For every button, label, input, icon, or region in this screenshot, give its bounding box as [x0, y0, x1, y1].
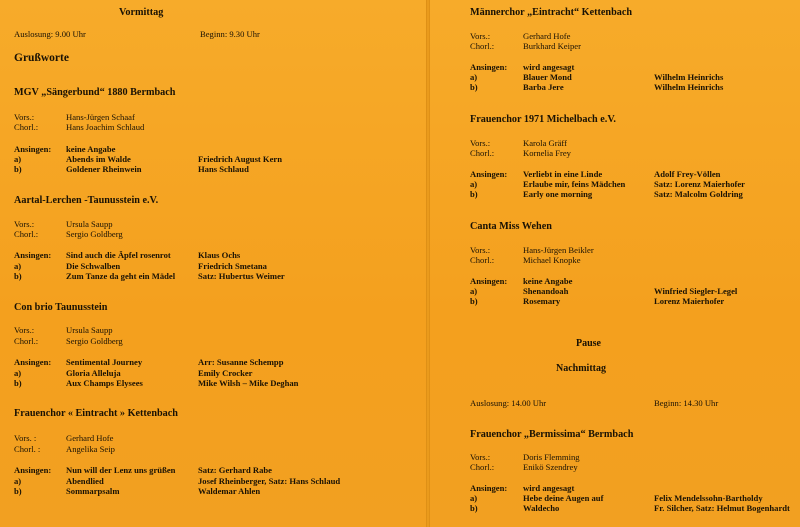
song-composer: Hans Schlaud [198, 164, 249, 174]
group-title: Con brio Taunusstein [14, 302, 108, 313]
song-composer: Satz: Hubertus Weimer [198, 271, 285, 281]
song-title: Sommarpsalm [66, 486, 120, 496]
vors-label: Vors. : [14, 433, 37, 443]
song-title: Die Schwalben [66, 261, 121, 271]
song-title: Aux Champs Elysees [66, 378, 143, 388]
song-title: keine Angabe [66, 144, 116, 154]
song-title: Barba Jere [523, 82, 564, 92]
song-composer: Satz: Malcolm Goldring [654, 189, 743, 199]
group-title: Frauenchor « Eintracht » Kettenbach [14, 408, 178, 419]
group-title: Frauenchor 1971 Michelbach e.V. [470, 114, 616, 125]
song-label: a) [14, 368, 22, 378]
song-label: b) [470, 82, 478, 92]
song-composer: Friedrich August Kern [198, 154, 283, 164]
beginn-time: Beginn: 9.30 Uhr [200, 29, 260, 39]
song-label: a) [470, 72, 478, 82]
song-composer: Mike Wilsh – Mike Deghan [198, 378, 299, 388]
song-title: Rosemary [523, 296, 561, 306]
vors-name: Ursula Saupp [66, 325, 113, 335]
vors-label: Vors.: [14, 325, 35, 335]
song-label: Ansingen: [470, 276, 508, 286]
song-label: b) [14, 486, 22, 496]
chorl-label: Chorl.: [470, 255, 495, 265]
song-composer: Friedrich Smetana [198, 261, 267, 271]
group-title: Canta Miss Wehen [470, 221, 552, 232]
song-title: Erlaube mir, feins Mädchen [523, 179, 626, 189]
right-page [430, 0, 800, 527]
chorl-label: Chorl.: [470, 41, 495, 51]
pause-heading: Pause [576, 338, 601, 349]
nachmittag-heading: Nachmittag [556, 363, 606, 374]
song-label: b) [470, 189, 478, 199]
song-label: b) [14, 164, 22, 174]
vors-label: Vors.: [14, 219, 35, 229]
chorl-name: Kornelia Frey [523, 148, 571, 158]
song-composer: Emily Crocker [198, 368, 253, 378]
group-title: MGV „Sängerbund“ 1880 Bermbach [14, 87, 176, 98]
song-composer: Wilhelm Heinrichs [654, 82, 724, 92]
chorl-label: Chorl.: [470, 462, 495, 472]
vors-name: Doris Flemming [523, 452, 580, 462]
chorl-label: Chorl.: [14, 229, 39, 239]
chorl-name: Burkhard Keiper [523, 41, 581, 51]
song-label: a) [470, 286, 478, 296]
group-title: Aartal-Lerchen -Taunusstein e.V. [14, 195, 159, 206]
song-label: a) [470, 493, 478, 503]
vors-name: Ursula Saupp [66, 219, 113, 229]
song-label: Ansingen: [14, 357, 52, 367]
chorl-label: Chorl. : [14, 444, 41, 454]
chorl-name: Sergio Goldberg [66, 229, 123, 239]
song-composer: Waldemar Ahlen [198, 486, 261, 496]
group-title: Männerchor „Eintracht“ Kettenbach [470, 7, 633, 18]
song-label: Ansingen: [470, 483, 508, 493]
song-label: b) [14, 271, 22, 281]
song-composer: Klaus Ochs [198, 250, 241, 260]
song-title: Hebe deine Augen auf [523, 493, 604, 503]
vors-label: Vors.: [470, 31, 491, 41]
chorl-name: Angelika Seip [66, 444, 115, 454]
song-title: Blauer Mond [523, 72, 572, 82]
song-title: Early one morning [523, 189, 593, 199]
song-title: Nun will der Lenz uns grüßen [66, 465, 176, 475]
song-label: Ansingen: [470, 62, 508, 72]
song-label: b) [470, 296, 478, 306]
chorl-name: Hans Joachim Schlaud [66, 122, 145, 132]
song-label: Ansingen: [470, 169, 508, 179]
chorl-label: Chorl.: [470, 148, 495, 158]
song-title: keine Angabe [523, 276, 573, 286]
song-title: Abends im Walde [66, 154, 131, 164]
vors-name: Karola Gräff [523, 138, 567, 148]
song-title: wird angesagt [523, 62, 575, 72]
vors-name: Hans-Jürgen Beikler [523, 245, 594, 255]
chorl-name: Enikö Szendrey [523, 462, 578, 472]
song-composer: Felix Mendelssohn-Bartholdy [654, 493, 763, 503]
song-title: wird angesagt [523, 483, 575, 493]
chorl-label: Chorl.: [14, 336, 39, 346]
song-composer: Satz: Gerhard Rabe [198, 465, 272, 475]
song-title: Waldecho [523, 503, 560, 513]
song-title: Abendlied [66, 476, 104, 486]
song-label: a) [14, 476, 22, 486]
auslosung-time: Auslosung: 9.00 Uhr [14, 29, 86, 39]
vormittag-heading: Vormittag [119, 7, 164, 18]
song-label: a) [14, 261, 22, 271]
grussworte-heading: Grußworte [14, 52, 69, 64]
song-title: Zum Tanze da geht ein Mädel [66, 271, 176, 281]
song-label: a) [470, 179, 478, 189]
song-title: Gloria Alleluja [66, 368, 121, 378]
song-composer: Adolf Frey-Völlen [654, 169, 721, 179]
vors-name: Gerhard Hofe [523, 31, 571, 41]
song-composer: Wilhelm Heinrichs [654, 72, 724, 82]
song-composer: Josef Rheinberger, Satz: Hans Schlaud [198, 476, 341, 486]
chorl-label: Chorl.: [14, 122, 39, 132]
chorl-name: Michael Knopke [523, 255, 581, 265]
song-title: Goldener Rheinwein [66, 164, 142, 174]
song-label: Ansingen: [14, 465, 52, 475]
song-composer: Lorenz Maierhofer [654, 296, 725, 306]
vors-label: Vors.: [470, 452, 491, 462]
beginn-time: Beginn: 14.30 Uhr [654, 398, 719, 408]
vors-name: Gerhard Hofe [66, 433, 114, 443]
song-label: a) [14, 154, 22, 164]
vors-label: Vors.: [470, 138, 491, 148]
song-composer: Winfried Siegler-Legel [654, 286, 738, 296]
song-title: Shenandoah [523, 286, 569, 296]
song-composer: Satz: Lorenz Maierhofer [654, 179, 745, 189]
song-label: b) [470, 503, 478, 513]
auslosung-time: Auslosung: 14.00 Uhr [470, 398, 547, 408]
vors-label: Vors.: [14, 112, 35, 122]
song-title: Sentimental Journey [66, 357, 143, 367]
group-title: Frauenchor „Bermissima“ Bermbach [470, 429, 634, 440]
song-title: Sind auch die Äpfel rosenrot [66, 250, 171, 260]
song-title: Verliebt in eine Linde [523, 169, 603, 179]
song-composer: Arr: Susanne Schempp [198, 357, 284, 367]
song-label: b) [14, 378, 22, 388]
song-composer: Fr. Silcher, Satz: Helmut Bogenhardt [654, 503, 790, 513]
chorl-name: Sergio Goldberg [66, 336, 123, 346]
vors-name: Hans-Jürgen Schaaf [66, 112, 135, 122]
song-label: Ansingen: [14, 144, 52, 154]
vors-label: Vors.: [470, 245, 491, 255]
song-label: Ansingen: [14, 250, 52, 260]
